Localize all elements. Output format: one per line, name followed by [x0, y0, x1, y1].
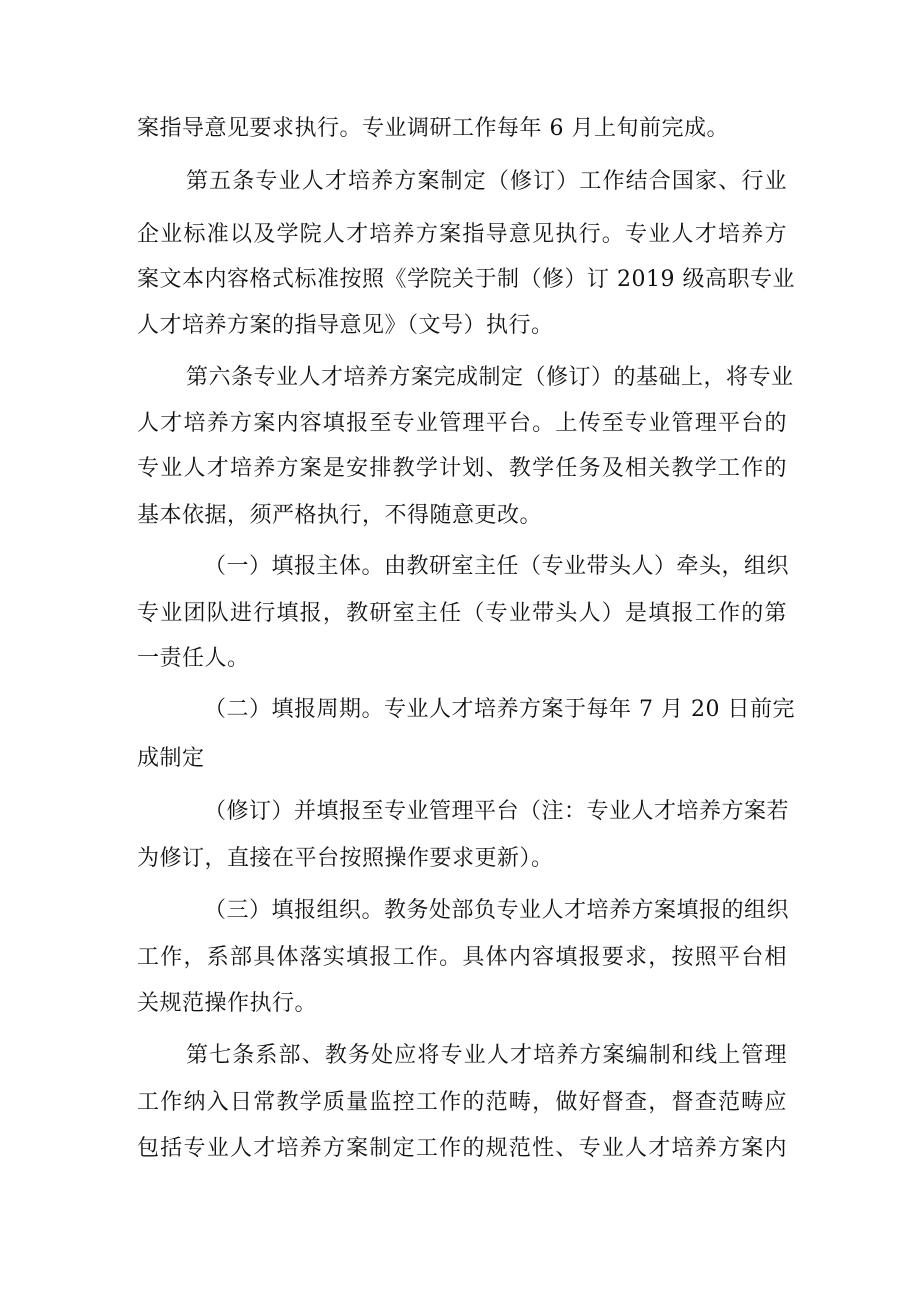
article-7-heading-line: 第七条系部、教务处应将专业人才培养方案编制和线上管理	[186, 1043, 787, 1068]
text-line: 一责任人。	[137, 646, 250, 671]
text-line: 工作，系部具体落实填报工作。具体内容填报要求，按照平台相	[137, 945, 787, 970]
item-1-line: （一）填报主体。由教研室主任（专业带头人）牵头，组织	[204, 554, 790, 579]
text-line: （修订）并填报至专业管理平台（注：专业人才培养方案若	[204, 799, 790, 824]
text-line: 企业标准以及学院人才培养方案指导意见执行。专业人才培养方	[137, 222, 787, 247]
text-line: 基本依据，须严格执行，不得随意更改。	[137, 503, 543, 528]
text-line: 关规范操作执行。	[137, 991, 318, 1016]
text-line: 案文本内容格式标准按照《学院关于制（修）订 2019 级高职专业	[137, 267, 795, 292]
text-line: 专业团队进行填报，教研室主任（专业带头人）是填报工作的第	[137, 601, 787, 626]
article-5-heading-line: 第五条专业人才培养方案制定（修订）工作结合国家、行业	[186, 169, 787, 194]
text-line: 人才培养方案的指导意见》（文号）执行。	[137, 313, 554, 338]
item-2-line: （二）填报周期。专业人才培养方案于每年 7 月 20 日前完	[204, 697, 795, 722]
text-line: 工作纳入日常教学质量监控工作的范畴，做好督查，督查范畴应	[137, 1090, 787, 1115]
item-3-line: （三）填报组织。教务处部负专业人才培养方案填报的组织	[204, 898, 790, 923]
text-line: 专业人才培养方案是安排教学计划、教学任务及相关教学工作的	[137, 456, 787, 481]
article-6-heading-line: 第六条专业人才培养方案完成制定（修订）的基础上，将专业	[186, 365, 794, 390]
text-line: 包括专业人才培养方案制定工作的规范性、专业人才培养方案内	[137, 1136, 787, 1161]
text-line: 人才培养方案内容填报至专业管理平台。上传至专业管理平台的	[137, 411, 787, 436]
text-line: 为修订，直接在平台按照操作要求更新）。	[137, 846, 554, 871]
text-line: 成制定	[137, 746, 205, 771]
text-line: 案指导意见要求执行。专业调研工作每年 6 月上旬前完成。	[137, 116, 729, 141]
